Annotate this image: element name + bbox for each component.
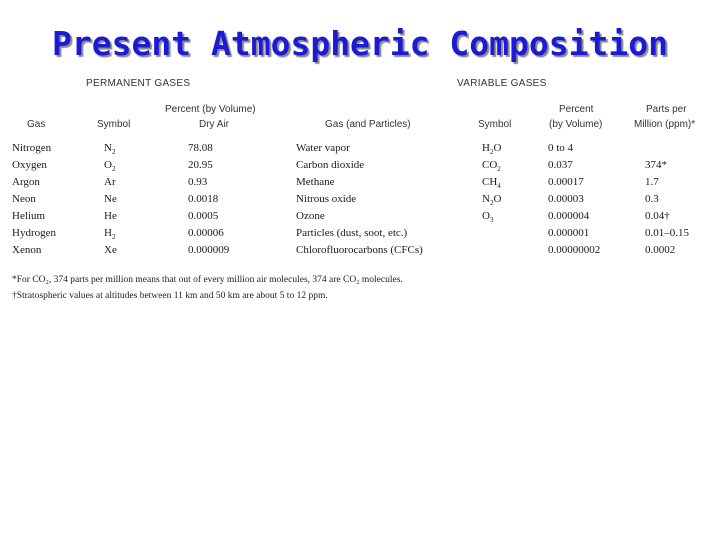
gas-name: Hydrogen	[12, 227, 56, 239]
header-parts-per: Parts per	[646, 104, 687, 115]
footnote-stratospheric: †Stratospheric values at altitudes between 11 km and 50 km are about 5 to 12 ppm.	[12, 291, 328, 301]
var-gas-percent: 0.00000002	[548, 244, 601, 256]
gas-symbol: Xe	[104, 244, 117, 256]
var-gas-symbol: $H_2O$	[482, 142, 502, 157]
gas-name: Helium	[12, 210, 45, 222]
var-gas-name: Ozone	[296, 210, 325, 222]
gas-symbol: Ne	[104, 193, 117, 205]
header-by-volume: (by Volume)	[549, 119, 603, 130]
var-gas-ppm: 0.3	[645, 193, 659, 205]
gas-name: Argon	[12, 176, 40, 188]
var-gas-symbol: $CH_4$	[482, 176, 501, 191]
gas-percent: 78.08	[188, 142, 213, 154]
header-dry-air: Dry Air	[199, 119, 229, 130]
var-gas-percent: 0 to 4	[548, 142, 574, 154]
gas-symbol: Ar	[104, 176, 116, 188]
var-gas-name: Carbon dioxide	[296, 159, 365, 171]
var-gas-ppm: 0.0002	[645, 244, 676, 256]
footnote-co2: *For CO₂, 374 parts per million means that out of every million air molecules, 374 are CO₂ molecules.	[12, 275, 403, 285]
var-gas-percent: 0.000004	[548, 210, 590, 222]
gas-percent: 0.00006	[188, 227, 224, 239]
gas-name: Neon	[12, 193, 36, 205]
var-gas-name: Particles (dust, soot, etc.)	[296, 227, 408, 239]
gas-name: Oxygen	[12, 159, 47, 171]
var-gas-name: Water vapor	[296, 142, 350, 154]
var-gas-ppm: 374*	[645, 159, 667, 171]
gas-percent: 0.000009	[188, 244, 230, 256]
var-gas-name: Nitrous oxide	[296, 193, 357, 205]
gas-symbol: $O_2$	[104, 159, 116, 174]
gas-percent: 0.0005	[188, 210, 219, 222]
var-gas-percent: 0.00017	[548, 176, 584, 188]
gas-name: Nitrogen	[12, 142, 52, 154]
variable-gases-heading: VARIABLE GASES	[457, 78, 547, 89]
gas-percent: 0.0018	[188, 193, 219, 205]
side-watermark	[4, 70, 14, 310]
var-gas-name: Chlorofluorocarbons (CFCs)	[296, 244, 423, 256]
gas-symbol: $H_2$	[104, 227, 116, 242]
gas-symbol: He	[104, 210, 117, 222]
header-symbol: Symbol	[97, 119, 131, 130]
header-var-percent: Percent	[559, 104, 594, 115]
var-gas-ppm: 0.01–0.15	[645, 227, 689, 239]
header-percent: Percent (by Volume)	[165, 104, 256, 115]
var-gas-symbol: $CO_2$	[482, 159, 501, 174]
var-gas-symbol: $N_2O$	[482, 193, 502, 208]
var-gas-ppm: 1.7	[645, 176, 659, 188]
var-gas-percent: 0.000001	[548, 227, 590, 239]
gas-symbol: $N_2$	[104, 142, 116, 157]
gas-percent: 0.93	[188, 176, 208, 188]
header-gas: Gas	[27, 119, 46, 130]
gas-name: Xenon	[12, 244, 42, 256]
var-gas-name: Methane	[296, 176, 335, 188]
header-var-symbol: Symbol	[478, 119, 512, 130]
permanent-gases-heading: PERMANENT GASES	[86, 78, 191, 89]
var-gas-percent: 0.037	[548, 159, 573, 171]
page-title: Present Atmospheric Composition	[52, 24, 668, 63]
gas-percent: 20.95	[188, 159, 213, 171]
var-gas-percent: 0.00003	[548, 193, 584, 205]
var-gas-symbol: $O_3$	[482, 210, 494, 225]
var-gas-ppm: 0.04†	[645, 210, 670, 222]
header-gas-particles: Gas (and Particles)	[325, 119, 411, 130]
header-ppm: Million (ppm)*	[634, 119, 696, 130]
